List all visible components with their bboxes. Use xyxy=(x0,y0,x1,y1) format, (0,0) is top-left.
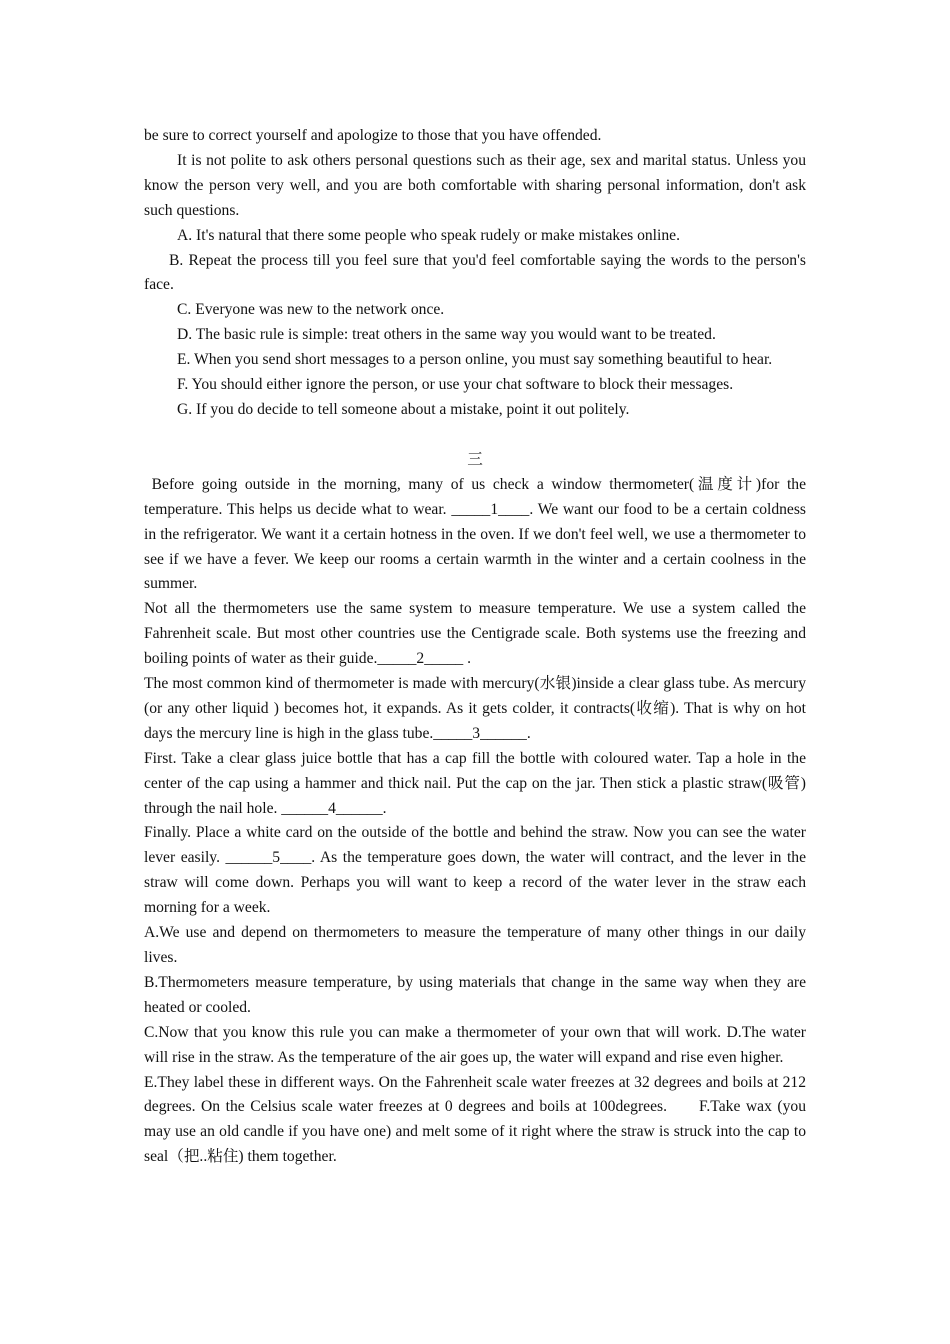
options-3c-3d xyxy=(144,1021,806,1071)
option-a: A. It's natural that there some people who speak rudely or make mistakes online. xyxy=(177,226,680,244)
option-g: G. If you do decide to tell someone about a mistake, point it out politely. xyxy=(177,400,630,418)
option-3f: F.Take wax (you may use an old candle if you have one) and melt some of it right where the straw is struck into the cap to seal（把..粘住) them together. xyxy=(144,1098,806,1166)
option-3c: C.Now that you know this rule you can make a thermometer of your own that will work. xyxy=(144,1023,722,1041)
options-3e-3f xyxy=(144,1071,806,1171)
option-3e: E.They label these in different ways. On the Fahrenheit scale water freezes at 32 degrees and boils at 212 degrees. On the Celsius scale water freezes at 0 degrees and boils at 100degrees. xyxy=(144,1073,806,1116)
option-3d: D.The water will rise in the straw. As the temperature of the air goes up, the water will expand and rise even higher. xyxy=(144,1023,806,1066)
option-3b: B.Thermometers measure temperature, by using materials that change in the same way when they are heated or cooled. xyxy=(144,973,806,1016)
option-d: D. The basic rule is simple: treat others in the same way you would want to be treated. xyxy=(177,326,716,344)
option-f: F. You should either ignore the person, or use your chat software to block their messages. xyxy=(177,376,734,394)
option-b: B. Repeat the process till you feel sure that you'd feel comfortable saying the words to the person's face. xyxy=(144,251,806,294)
paragraph-scales: Not all the thermometers use the same system to measure temperature. We use a system called the Fahrenheit scale. But most other countries use the Centigrade scale. Both systems use the freezing and boiling points of water as their guide._____2_____ . xyxy=(144,600,806,668)
paragraph-thermometer-intro: Before going outside in the morning, many of us check a window thermometer(温度计)for the temperature. This helps us decide what to wear. _____1____. We want our food to be a certain coldness in the refrigerator. We want it a certain hotness in the oven. If we don't feel well, we use a thermometer to see if we have a fever. We keep our rooms a certain warmth in the winter and a certain coolness in the summer. xyxy=(144,475,810,593)
section-heading: 三 xyxy=(467,450,483,468)
paragraph-personal-questions: It is not polite to ask others personal questions such as their age, sex and marital status. Unless you know the person very well, and you are both comfortable with sharing personal information, don't ask such questions. xyxy=(144,151,806,219)
section-gap xyxy=(144,423,806,448)
option-c: C. Everyone was new to the network once. xyxy=(177,301,445,319)
option-3a: A.We use and depend on thermometers to measure the temperature of many other things in our daily lives. xyxy=(144,924,806,966)
paragraph-first-step: First. Take a clear glass juice bottle that has a cap fill the bottle with coloured water. Tap a hole in the center of the cap using a hammer and thick nail. Put the cap on the jar. Then stick a plastic straw(吸管) through the nail hole. ______4______. xyxy=(144,749,806,817)
document-page xyxy=(144,124,810,1170)
paragraph-mercury: The most common kind of thermometer is made with mercury(水银)inside a clear glass tube. As mercury (or any other liquid ) becomes hot, it expands. As it gets colder, it contracts(收缩). That is why on hot days the mercury line is high in the glass tube._____3______. xyxy=(144,675,806,742)
option-e: E. When you send short messages to a person online, you must say something beautiful to hear. xyxy=(177,351,773,369)
paragraph-apologize-line: be sure to correct yourself and apologize to those that you have offended. xyxy=(144,127,602,144)
paragraph-finally: Finally. Place a white card on the outside of the bottle and behind the straw. Now you can see the water lever easily. ______5____. As the temperature goes down, the water will contract, and the lever in the straw will come down. Perhaps you will want to keep a record of the water lever in the straw each morning for a week. xyxy=(144,824,806,917)
